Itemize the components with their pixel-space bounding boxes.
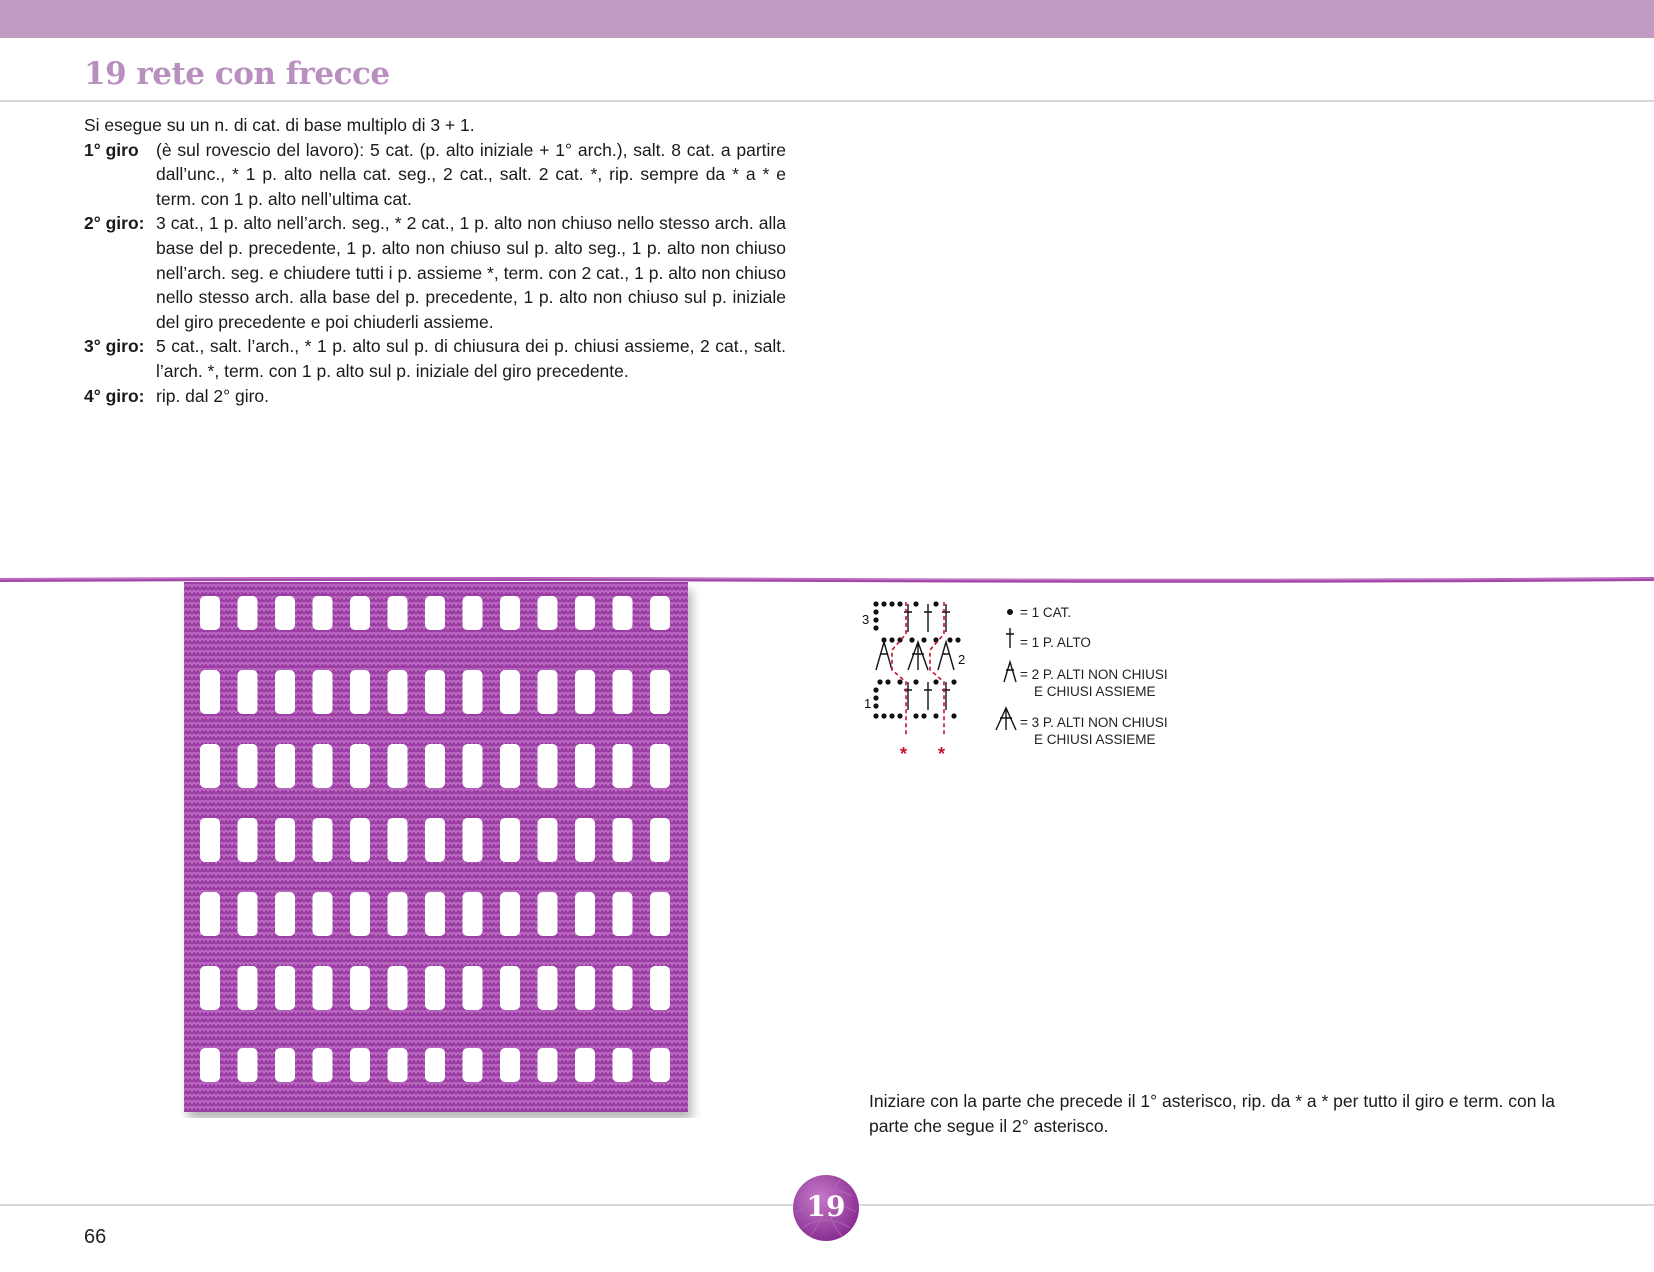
mesh-hole bbox=[388, 670, 408, 714]
mesh-hole bbox=[313, 596, 333, 630]
chain-dot bbox=[933, 713, 938, 718]
mesh-hole bbox=[650, 892, 670, 936]
mesh-hole bbox=[425, 744, 445, 788]
chain-dot bbox=[873, 601, 878, 606]
title-divider bbox=[0, 100, 1654, 102]
chain-dot bbox=[921, 713, 926, 718]
row-label: 1° giro bbox=[84, 139, 139, 160]
legend-double-crochet: = 1 P. ALTO bbox=[1020, 635, 1091, 650]
mesh-hole bbox=[538, 818, 558, 862]
mesh-hole bbox=[275, 744, 295, 788]
chain-dot bbox=[881, 713, 886, 718]
repeat-note: Iniziare con la parte che precede il 1° asterisco, rip. da * a * per tutto il giro e term. con la parte che segue il 2° asterisco. bbox=[869, 1091, 1555, 1136]
row-number-3: 3 bbox=[862, 612, 870, 627]
mesh-hole bbox=[613, 1048, 633, 1082]
mesh-hole bbox=[388, 1048, 408, 1082]
mesh-hole bbox=[200, 1048, 220, 1082]
mesh-hole bbox=[538, 892, 558, 936]
mesh-hole bbox=[238, 744, 258, 788]
mesh-hole bbox=[350, 892, 370, 936]
chain-dot bbox=[885, 679, 890, 684]
chain-dot bbox=[947, 637, 952, 642]
legend-chain: = 1 CAT. bbox=[1020, 605, 1072, 620]
mesh-hole bbox=[613, 892, 633, 936]
mesh-hole bbox=[575, 818, 595, 862]
chain-dot bbox=[951, 679, 956, 684]
mesh-hole bbox=[425, 818, 445, 862]
mesh-hole bbox=[613, 596, 633, 630]
crochet-swatch-image bbox=[180, 582, 702, 1118]
mesh-hole bbox=[613, 818, 633, 862]
chain-dot bbox=[889, 601, 894, 606]
mesh-hole bbox=[238, 818, 258, 862]
mesh-hole bbox=[275, 966, 295, 1010]
chain-dot bbox=[933, 679, 938, 684]
row-label: 2° giro: bbox=[84, 213, 145, 234]
mesh-hole bbox=[313, 966, 333, 1010]
legend-three-together-line1: = 3 P. ALTI NON CHIUSI bbox=[1020, 715, 1168, 730]
mesh-hole bbox=[500, 744, 520, 788]
chain-dot bbox=[881, 601, 886, 606]
mesh-hole bbox=[313, 818, 333, 862]
chain-dot bbox=[913, 679, 918, 684]
chain-dot bbox=[897, 679, 902, 684]
instructions-intro: Si esegue su un n. di cat. di base multiplo di 3 + 1. bbox=[84, 115, 475, 135]
chain-dot bbox=[873, 695, 878, 700]
row-label: 3° giro: bbox=[84, 336, 145, 357]
mesh-hole bbox=[275, 1048, 295, 1082]
mesh-hole bbox=[425, 892, 445, 936]
page-number: 66 bbox=[84, 1226, 107, 1248]
mesh-hole bbox=[388, 818, 408, 862]
instruction-row-3 bbox=[84, 334, 786, 383]
mesh-hole bbox=[275, 670, 295, 714]
mesh-hole bbox=[463, 744, 483, 788]
legend-two-together-line2: E CHIUSI ASSIEME bbox=[1034, 684, 1156, 699]
two-dc-together-icon bbox=[1004, 662, 1016, 682]
mesh-hole bbox=[425, 596, 445, 630]
mesh-hole bbox=[388, 744, 408, 788]
mesh-hole bbox=[650, 966, 670, 1010]
mesh-hole bbox=[538, 744, 558, 788]
mesh-hole bbox=[313, 1048, 333, 1082]
mesh-hole bbox=[350, 818, 370, 862]
mesh-hole bbox=[575, 966, 595, 1010]
mesh-hole bbox=[575, 892, 595, 936]
mesh-hole bbox=[538, 966, 558, 1010]
mesh-hole bbox=[313, 892, 333, 936]
mesh-hole bbox=[650, 818, 670, 862]
mesh-hole bbox=[238, 1048, 258, 1082]
chain-dot bbox=[913, 713, 918, 718]
row-number-2: 2 bbox=[958, 652, 966, 667]
mesh-hole bbox=[425, 1048, 445, 1082]
mesh-hole bbox=[463, 892, 483, 936]
badge-number: 19 bbox=[806, 1190, 846, 1223]
mesh-hole bbox=[463, 596, 483, 630]
mesh-hole bbox=[200, 818, 220, 862]
pattern-number-badge bbox=[790, 1172, 862, 1244]
mesh-hole bbox=[238, 966, 258, 1010]
mesh-hole bbox=[500, 892, 520, 936]
mesh-hole bbox=[500, 966, 520, 1010]
mesh-hole bbox=[500, 818, 520, 862]
chain-dot bbox=[873, 687, 878, 692]
mesh-hole bbox=[575, 1048, 595, 1082]
mesh-hole bbox=[650, 744, 670, 788]
mesh-hole bbox=[350, 670, 370, 714]
mesh-hole bbox=[200, 892, 220, 936]
top-color-band bbox=[0, 0, 1654, 38]
mesh-hole bbox=[388, 892, 408, 936]
mesh-hole bbox=[350, 1048, 370, 1082]
chain-dot bbox=[877, 679, 882, 684]
mesh-hole bbox=[350, 744, 370, 788]
mesh-hole bbox=[650, 670, 670, 714]
mesh-hole bbox=[463, 1048, 483, 1082]
chain-dot bbox=[933, 601, 938, 606]
chain-dot bbox=[921, 637, 926, 642]
row-text: 5 cat., salt. l’arch., * 1 p. alto sul p. di chiusura dei p. chiusi assieme, 2 cat., salt. l’arch. *, term. con 1 p. alto sul p. iniziale del giro precedente. bbox=[156, 336, 786, 381]
mesh-hole bbox=[500, 1048, 520, 1082]
chain-dot bbox=[873, 609, 878, 614]
chain-dot bbox=[873, 703, 878, 708]
chain-dot bbox=[933, 637, 938, 642]
stitch-legend bbox=[990, 600, 1230, 750]
row-number-1: 1 bbox=[864, 696, 872, 711]
mesh-hole bbox=[200, 966, 220, 1010]
mesh-hole bbox=[575, 670, 595, 714]
mesh-hole bbox=[650, 596, 670, 630]
repeat-asterisk-2: * bbox=[938, 744, 946, 764]
mesh-hole bbox=[200, 744, 220, 788]
mesh-hole bbox=[238, 596, 258, 630]
chain-dot bbox=[889, 713, 894, 718]
mesh-hole bbox=[463, 818, 483, 862]
mesh-hole bbox=[613, 966, 633, 1010]
chain-dot bbox=[873, 625, 878, 630]
mesh-hole bbox=[613, 744, 633, 788]
chain-dot bbox=[889, 637, 894, 642]
chain-dot bbox=[913, 601, 918, 606]
chain-dot bbox=[897, 601, 902, 606]
chain-dot bbox=[873, 713, 878, 718]
row-text: 3 cat., 1 p. alto nell’arch. seg., * 2 cat., 1 p. alto non chiuso nello stesso arch. alla base del p. precedente, 1 p. alto non chiuso sul p. alto seg., 1 p. alto non chiuso nell’arch. seg. e chiudere tutti i p. assieme *, term. con 2 cat., 1 p. alto non chiuso nello stesso arch. alla base del p. precedente, 1 p. alto non chiuso sul p. iniziale del giro precedente e poi chiuderli assieme. bbox=[156, 213, 786, 332]
mesh-hole bbox=[275, 596, 295, 630]
row-text: rip. dal 2° giro. bbox=[156, 385, 270, 406]
three-dc-together-icon bbox=[996, 708, 1016, 730]
mesh-hole bbox=[463, 670, 483, 714]
chain-dot bbox=[955, 637, 960, 642]
chain-dot bbox=[873, 617, 878, 622]
mesh-hole bbox=[350, 596, 370, 630]
mesh-hole bbox=[388, 966, 408, 1010]
row-label: 4° giro: bbox=[84, 385, 145, 406]
chain-dot bbox=[951, 713, 956, 718]
mesh-hole bbox=[500, 596, 520, 630]
mesh-hole bbox=[350, 966, 370, 1010]
mesh-hole bbox=[613, 670, 633, 714]
instruction-row-2 bbox=[84, 211, 786, 334]
mesh-hole bbox=[238, 892, 258, 936]
page-title: 19 rete con frecce bbox=[84, 56, 390, 92]
mesh-hole bbox=[388, 596, 408, 630]
chain-dot bbox=[909, 637, 914, 642]
mesh-hole bbox=[275, 818, 295, 862]
mesh-hole bbox=[650, 1048, 670, 1082]
mesh-hole bbox=[538, 670, 558, 714]
row-text: (è sul rovescio del lavoro): 5 cat. (p. alto iniziale + 1° arch.), salt. 8 cat. a partire dall’unc., * 1 p. alto nella cat. seg., 2 cat., salt. 2 cat. *, rip. sempre da * a * e term. con 1 p. alto nell’ultima cat. bbox=[156, 139, 786, 209]
chain-stitch-icon bbox=[1007, 609, 1013, 615]
legend-two-together-line1: = 2 P. ALTI NON CHIUSI bbox=[1020, 667, 1168, 682]
mesh-hole bbox=[575, 596, 595, 630]
mesh-hole bbox=[425, 670, 445, 714]
mesh-hole bbox=[200, 596, 220, 630]
instruction-row-4 bbox=[84, 384, 786, 409]
mesh-hole bbox=[238, 670, 258, 714]
mesh-hole bbox=[538, 596, 558, 630]
mesh-hole bbox=[313, 744, 333, 788]
mesh-hole bbox=[463, 966, 483, 1010]
legend-three-together-line2: E CHIUSI ASSIEME bbox=[1034, 732, 1156, 747]
instruction-row-1 bbox=[84, 138, 786, 212]
stitch-diagram bbox=[862, 598, 972, 768]
mesh-hole bbox=[500, 670, 520, 714]
mesh-hole bbox=[538, 1048, 558, 1082]
mesh-hole bbox=[425, 966, 445, 1010]
instructions-block bbox=[84, 113, 786, 408]
mesh-hole bbox=[275, 892, 295, 936]
double-crochet-icon bbox=[1006, 628, 1014, 648]
chain-dot bbox=[897, 713, 902, 718]
repeat-asterisk-1: * bbox=[900, 744, 908, 764]
mesh-hole bbox=[313, 670, 333, 714]
mesh-hole bbox=[575, 744, 595, 788]
mesh-hole bbox=[200, 670, 220, 714]
